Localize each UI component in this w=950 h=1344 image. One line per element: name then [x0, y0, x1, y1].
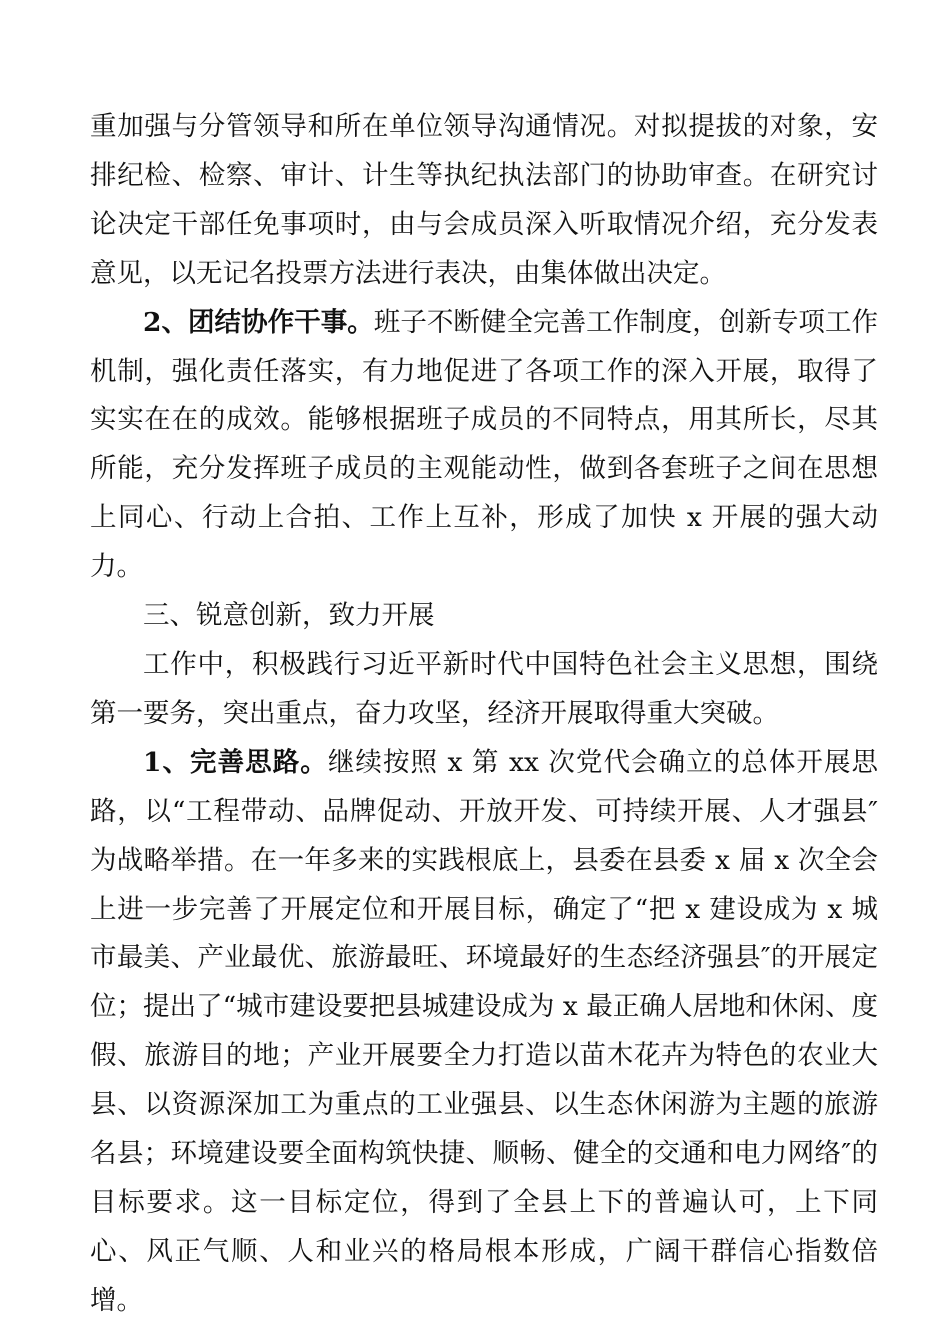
section-heading-innovation: 三、锐意创新，致力开展 [143, 600, 435, 632]
paragraph-improve-ideas [90, 739, 878, 1326]
paragraph-improve-ideas-lead: 1、完善思路。 [143, 746, 328, 778]
paragraph-work-intro: 工作中，积极践行习近平新时代中国特色社会主义思想，围绕第一要务，突出重点，奋力攻坚，经济开展取得重大突破。 [90, 648, 878, 729]
paragraph-cadre-review: 重加强与分管领导和所在单位领导沟通情况。对拟提拔的对象，安排纪检、检察、审计、计生等执纪执法部门的协助审查。在研究讨论决定干部任免事项时，由与会成员深入听取情况介绍，充分发表意见，以无记名投票方法进行表决，由集体做出决定。 [90, 111, 878, 289]
paragraph-teamwork [90, 299, 878, 592]
paragraph-teamwork-text: 班子不断健全完善工作制度，创新专项工作机制，强化责任落实，有力地促进了各项工作的深入开展，取得了实实在在的成效。能够根据班子成员的不同特点，用其所长，尽其所能，充分发挥班子成员的主观能动性，做到各套班子之间在思想上同心、行动上合拍、工作上互补，形成了加快 x 开展的强大动力。 [90, 306, 878, 583]
paragraph-teamwork-lead: 2、团结协作干事。 [143, 306, 374, 338]
document-body [90, 103, 878, 1326]
paragraph-improve-ideas-text: 继续按照 x 第 xx 次党代会确立的总体开展思路，以“工程带动、品牌促动、开放开发、可持续开展、人才强县″为战略举措。在一年多来的实践根底上，县委在县委 x 届 x 次全会上进一步完善了开展定位和开展目标，确定了“把 x 建设成为 x 城市最美、产业最优、旅游最旺、环境最好的生态经济强县″的开展定位；提出了“城市建设要把县城建设成为 x 最正确人居地和休闲、度假、旅游目的地；产业开展要全力打造以苗木花卉为特色的农业大县、以资源深加工为重点的工业强县、以生态休闲游为主题的旅游名县；环境建设要全面构筑快捷、顺畅、健全的交通和电力网络″的目标要求。这一目标定位，得到了全县上下的普遍认可，上下同心、风正气顺、人和业兴的格局根本形成，广阔干群信心指数倍增。 [90, 746, 878, 1316]
